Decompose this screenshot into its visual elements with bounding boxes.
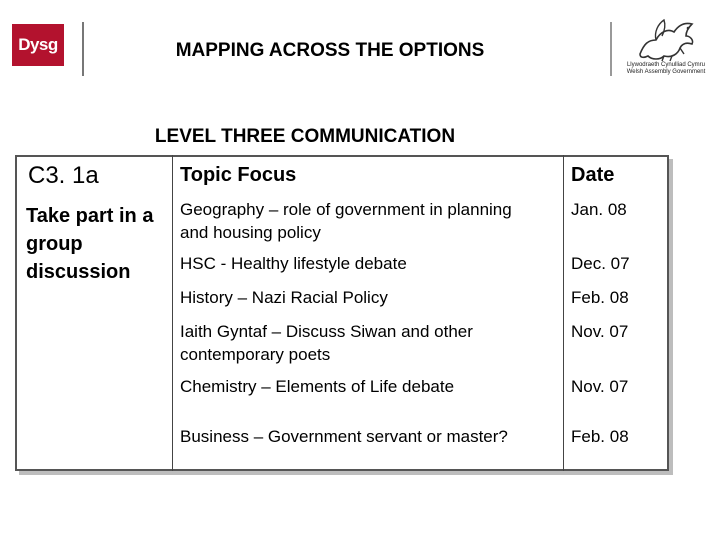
header-topic-focus: Topic Focus <box>180 164 297 186</box>
date-cell: Nov. 07 <box>571 322 629 341</box>
dragon-icon <box>634 14 698 62</box>
topic-cell: Geography – role of government in planning and housing policy <box>180 200 512 242</box>
welsh-government-logo <box>618 14 714 84</box>
topic-cell: HSC - Healthy lifestyle debate <box>180 254 407 273</box>
topic-cell: Iaith Gyntaf – Discuss Siwan and other contemporary poets <box>180 322 473 364</box>
date-cell: Jan. 08 <box>571 200 627 219</box>
gov-logo-english-text: Welsh Assembly Government <box>626 69 706 75</box>
page-title: MAPPING ACROSS THE OPTIONS <box>175 40 485 61</box>
dysg-logo: Dysg <box>12 24 64 66</box>
header-divider-right <box>610 22 612 76</box>
date-cell: Feb. 08 <box>571 288 629 307</box>
date-cell: Dec. 07 <box>571 254 630 273</box>
subtitle: LEVEL THREE COMMUNICATION <box>154 126 456 147</box>
unit-code: C3. 1a <box>28 162 99 189</box>
date-cell: Feb. 08 <box>571 427 629 446</box>
gov-logo-welsh-text: Llywodraeth Cynulliad Cymru <box>626 62 706 68</box>
topic-cell: Business – Government servant or master? <box>180 427 508 446</box>
topic-cell: Chemistry – Elements of Life debate <box>180 377 455 396</box>
unit-description: Take part in a group discussion <box>26 205 154 283</box>
header-date: Date <box>571 164 615 186</box>
date-cell: Nov. 07 <box>571 377 629 396</box>
topic-cell: History – Nazi Racial Policy <box>180 288 388 307</box>
column-separator-2 <box>563 155 564 471</box>
